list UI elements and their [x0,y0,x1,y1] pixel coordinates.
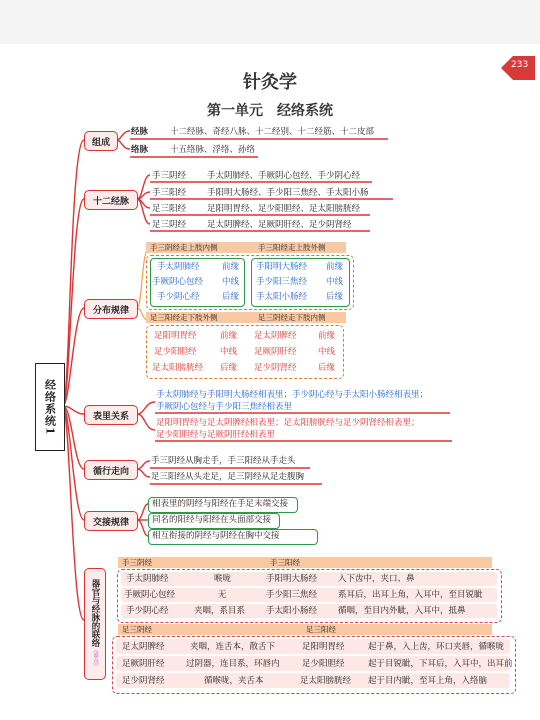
xunxing-line-1: 手三阴经从胸走手，手三阳经从手走头 [151,456,296,466]
upper-c-1: 手阳明大肠经 [256,262,308,272]
upper-d-3: 后缘 [326,292,344,302]
twelve-key-2: 手三阳经 [152,188,187,198]
composition-label: 组成 [91,137,110,148]
lower-b-2: 中线 [220,347,238,357]
upper-a-2: 手厥阴心包经 [152,277,204,287]
page-title: 针灸学 [243,72,297,93]
foot-d-2: 起于目锐眦，下耳后，入耳中，出耳前 [368,659,513,669]
foot-b-2: 过阴器，连目系，环唇内 [186,659,280,669]
composition-key-1: 经脉 [131,127,149,137]
upper-limb-header [146,242,346,253]
composition-key-2: 络脉 [131,145,149,155]
lower-c-3: 足少阴肾经 [254,363,297,373]
organs-node [84,568,106,680]
hand-d-3: 循咽，至目内外眦，入耳中，抵鼻 [338,606,466,616]
jiaojie-node [84,511,138,531]
upper-a-1: 手太阴肺经 [157,262,200,272]
twelve-val-1: 手太阴肺经、手厥阴心包经、手少阴心经 [207,171,361,181]
twelve-key-1: 手三阴经 [152,171,187,181]
foot-d-3: 起于目内眦，至耳上角，入络脑 [368,676,488,686]
twelve-key-4: 足三阴经 [152,220,187,230]
lower-limb-header [146,312,346,323]
hand-d-2: 系耳后，出耳上角，入耳中，至目锐眦 [338,590,483,600]
foot-c-2: 足少阳胆经 [302,659,345,669]
jiaojie-label: 交接规律 [92,517,129,528]
foot-d-1: 起于鼻，入上齿，环口夹唇，循喉咙 [368,642,505,652]
upper-d-1: 前缘 [326,262,344,272]
hand-header-right: 手三阳经 [270,558,300,567]
twelve-val-3: 足阳明胃经、足少阳胆经、足太阳膀胱经 [207,204,361,214]
foot-header-left: 足三阴经 [122,625,152,634]
hand-d-1: 入下齿中，夹口、鼻 [338,574,415,584]
foot-a-3: 足少阴肾经 [122,676,165,686]
biaoli-line-3: 足阳明胃经与足太阴脾经相表里；足太阳膀胱经与足少阴肾经相表里； [156,418,420,428]
lower-b-1: 前缘 [220,331,238,341]
hand-a-2: 手厥阴心包经 [124,590,176,600]
biaoli-node [84,405,138,425]
lower-a-2: 足少阳胆经 [154,347,197,357]
hand-a-3: 手少阴心经 [126,606,169,616]
upper-d-2: 中线 [326,277,344,287]
foot-a-1: 足太阴脾经 [122,642,165,652]
lower-a-1: 足阳明胃经 [154,331,197,341]
root-label: 经络系统1 [43,378,57,436]
composition-node [84,131,118,151]
xunxing-line-2: 足三阳经从头走足，足三阴经从足走腹胸 [151,472,305,482]
biaoli-line-1: 手太阴肺经与手阳明大肠经相表里；手少阴心经与手太阳小肠经相表里； [156,390,429,400]
lower-d-3: 后缘 [318,363,336,373]
hand-c-2: 手少阳三焦经 [266,590,318,600]
upper-b-2: 中线 [222,277,240,287]
foot-organ-header [118,624,492,635]
hand-header-left: 手三阴经 [122,558,152,567]
hand-c-3: 手太阳小肠经 [266,606,318,616]
xunxing-node [84,460,138,480]
organs-label: 器官与经脉的联络 [90,579,100,647]
foot-b-3: 循喉咙，夹舌本 [204,676,264,686]
page-number: 233 [511,60,529,70]
biaoli-line-4: 足少阳胆经与足厥阴肝经相表里 [156,430,276,440]
composition-val-1: 十二经脉、奇经八脉、十二经别、十二经筋、十二皮部 [170,127,375,137]
foot-c-3: 足太阳膀胱经 [300,676,352,686]
upper-a-3: 手少阴心经 [157,292,200,302]
lower-c-1: 足太阴脾经 [254,331,297,341]
jiaojie-line-3: 相互衔接的阴经与阴经在胸中交接 [152,531,280,541]
hand-a-1: 手太阴肺经 [126,574,169,584]
upper-b-3: 后缘 [222,292,240,302]
twelve-val-2: 手阳明大肠经、手少阳三焦经、手太阳小肠 [207,188,369,198]
hand-b-2: 无 [218,590,227,600]
hand-b-3: 夹咽，系目系 [194,606,246,616]
twelve-val-4: 足太阴脾经、足厥阴肝经、足少阴肾经 [207,220,352,230]
lower-d-1: 前缘 [318,331,336,341]
lower-header-right: 足三阴经走下肢内侧 [258,313,326,322]
lower-header-left: 足三阳经走下肢外侧 [150,313,218,322]
distribution-node [84,299,138,319]
upper-c-2: 手少阳三焦经 [256,277,308,287]
lower-b-3: 后缘 [220,363,238,373]
organs-note: （重点） [92,647,98,669]
composition-val-2: 十五络脉、浮络、孙络 [170,145,256,155]
lower-c-2: 足厥阴肝经 [254,347,297,357]
xunxing-label: 循行走向 [92,466,129,477]
jiaojie-line-1: 相表里的阴经与阳经在手足末端交接 [152,499,289,509]
upper-header-left: 手三阴经走上肢内侧 [150,243,218,252]
upper-b-1: 前缘 [222,262,240,272]
unit-title: 第一单元 经络系统 [207,103,333,119]
lower-a-3: 足太阳膀胱经 [152,363,204,373]
upper-header-right: 手三阳经走上肢外侧 [258,243,326,252]
hand-c-1: 手阳明大肠经 [266,574,318,584]
distribution-label: 分布规律 [92,305,129,316]
biaoli-line-2: 手厥阴心包经与手少阳三焦经相表里 [156,402,293,412]
lower-d-2: 中线 [318,347,336,357]
foot-a-2: 足厥阴肝经 [122,659,165,669]
twelve-meridians-node [84,190,138,210]
foot-c-1: 足阳明胃经 [302,642,345,652]
foot-b-1: 夹咽，连舌本，散舌下 [190,642,276,652]
root-node [35,363,65,451]
foot-header-right: 足三阳经 [306,625,336,634]
jiaojie-line-2: 同名的阳经与阳经在头面部交接 [152,515,272,525]
hand-organ-header [118,557,492,568]
twelve-key-3: 足三阳经 [152,204,187,214]
upper-c-3: 手太阳小肠经 [256,292,308,302]
hand-b-1: 喉咙 [214,574,232,584]
biaoli-label: 表里关系 [92,411,129,422]
twelve-meridians-label: 十二经脉 [92,196,129,207]
